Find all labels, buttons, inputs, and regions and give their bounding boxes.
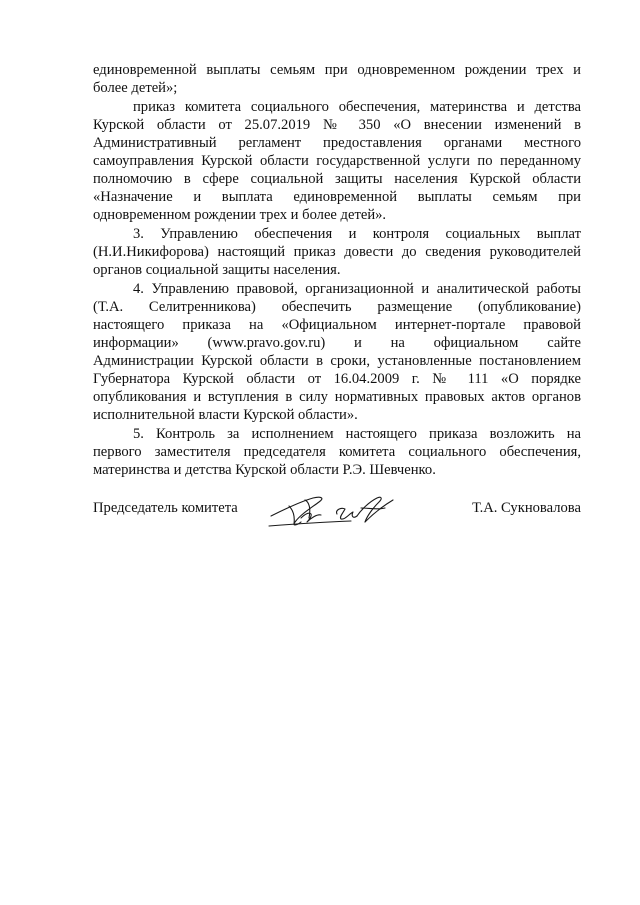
text-line: Курской области от 25.07.2019 № 350 «О внесении изменений в <box>93 117 581 133</box>
text-line: органов социальной защиты населения. <box>93 262 341 278</box>
document-body <box>93 61 581 479</box>
handwritten-signature <box>265 488 405 532</box>
text-line: Губернатора Курской области от 16.04.2009 г. № 111 «О порядке <box>93 371 581 387</box>
text-line: (Т.А. Селитренникова) обеспечить размещение (опубликование) <box>93 299 581 315</box>
text-line: единовременной выплаты семьям при одновременном рождении трех и <box>93 62 581 78</box>
text-line: полномочию в сфере социальной защиты населения Курской области <box>93 171 581 187</box>
paragraph-closing-fragment <box>93 61 581 97</box>
text-line: исполнительной власти Курской области». <box>93 407 358 423</box>
text-line: самоуправления Курской области государственной услуги по переданному <box>93 153 581 169</box>
text-line: материнства и детства Курской области Р.Э. Шевченко. <box>93 462 436 478</box>
text-line: более детей»; <box>93 80 178 96</box>
text-line: информации» (www.pravo.gov.ru) и на официальном сайте <box>93 335 581 351</box>
text-line: Администрации Курской области в сроки, установленные постановлением <box>93 353 581 369</box>
text-line: опубликования и вступления в силу нормативных правовых актов органов <box>93 389 581 405</box>
text-line: первого заместителя председателя комитета социального обеспечения, <box>93 444 581 460</box>
text-line: 5. Контроль за исполнением настоящего приказа возложить на <box>133 426 581 442</box>
signatory-title: Председатель комитета <box>93 500 238 516</box>
signatory-name: Т.А. Сукновалова <box>472 500 581 516</box>
text-line: (Н.И.Никифорова) настоящий приказ довести до сведения руководителей <box>93 244 581 260</box>
text-line: Административный регламент предоставления органами местного <box>93 135 581 151</box>
text-line: 4. Управлению правовой, организационной и аналитической работы <box>133 281 581 297</box>
paragraph-item-5 <box>93 425 581 479</box>
paragraph-item-4 <box>93 280 581 424</box>
text-line: 3. Управлению обеспечения и контроля социальных выплат <box>133 226 581 242</box>
text-line: приказ комитета социального обеспечения, материнства и детства <box>133 99 581 115</box>
text-line: «Назначение и выплата единовременной выплаты семьям при <box>93 189 581 205</box>
paragraph-order-reference <box>93 98 581 224</box>
paragraph-item-3 <box>93 225 581 279</box>
signature-block <box>93 488 581 532</box>
text-line: одновременном рождении трех и более детей». <box>93 207 387 223</box>
text-line: настоящего приказа на «Официальном интернет-портале правовой <box>93 317 581 333</box>
